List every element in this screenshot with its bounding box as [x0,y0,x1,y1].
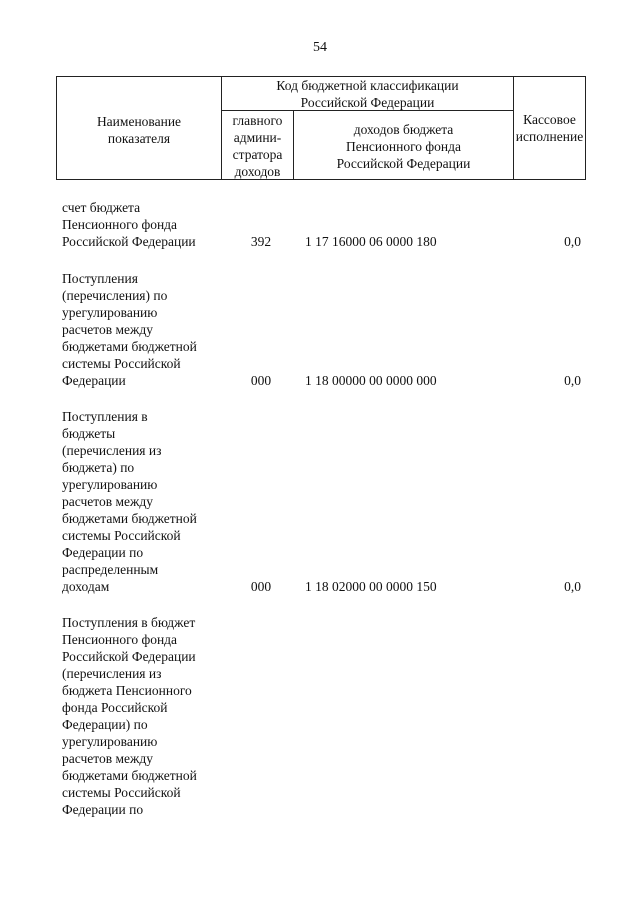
row-admin-code: 392 [250,234,272,249]
header-name-column [57,77,222,179]
row-name-line: бюджетами бюджетной [62,339,197,354]
header-admin-column [222,111,294,179]
row-name-line: Российской Федерации [62,649,196,664]
header-text: Пенсионного фонда [345,139,462,154]
table-row [0,270,640,389]
header-text: доходов [234,164,281,179]
row-name-line: бюджеты [62,426,116,441]
header-text: Кассовое [523,112,576,127]
row-name-line: Федерации по [62,545,144,560]
header-income-column [294,111,514,179]
row-admin-code: 000 [250,579,272,594]
header-text: доходов бюджета [353,122,454,137]
row-name-line: урегулированию [62,305,158,320]
row-amount: 0,0 [564,579,581,594]
row-name-line: Поступления в бюджет [62,615,196,630]
header-text: Российской Федерации [336,156,471,171]
row-name-line: расчетов между [62,322,153,337]
header-code-group [222,77,514,111]
row-name-line: бюджетами бюджетной [62,511,197,526]
row-name-line: системы Российской [62,356,181,371]
header-text: Наименование [96,114,182,129]
row-name-line: (перечисления из [62,443,162,458]
table-header [56,76,586,180]
row-name-line: счет бюджета [62,200,141,215]
row-name-line: Российской Федерации [62,234,196,249]
row-name-line: Федерации по [62,802,144,817]
row-budget-code: 1 18 00000 00 0000 000 [305,373,437,388]
header-text: показателя [107,131,171,146]
header-text: стратора [232,147,283,162]
header-text: Код бюджетной классификации [276,78,459,93]
row-name-line: Федерации) по [62,717,148,732]
row-name-line: Пенсионного фонда [62,217,178,232]
row-name-line: Поступления [62,271,138,286]
row-name [62,199,232,250]
row-name-line: (перечисления из [62,666,162,681]
row-name-line: бюджетами бюджетной [62,768,197,783]
row-amount: 0,0 [564,373,581,388]
row-name-line: расчетов между [62,494,153,509]
table-row [0,614,640,818]
page-number: 54 [313,40,327,55]
row-name-line: расчетов между [62,751,153,766]
row-name-line: системы Российской [62,785,181,800]
row-name-line: бюджета) по [62,460,135,475]
row-name-line: фонда Российской [62,700,168,715]
row-admin-code: 000 [250,373,272,388]
row-name-line: распределенным [62,562,159,577]
row-name-line: Пенсионного фонда [62,632,178,647]
row-name-line: урегулированию [62,734,158,749]
row-budget-code: 1 18 02000 00 0000 150 [305,579,437,594]
header-text: главного [232,113,283,128]
row-name [62,614,232,818]
table-row [0,199,640,250]
row-name-line: (перечисления) по [62,288,168,303]
row-name-line: Поступления в [62,409,148,424]
row-amount: 0,0 [564,234,581,249]
row-name [62,270,232,389]
header-text: админи- [233,130,282,145]
row-budget-code: 1 17 16000 06 0000 180 [305,234,437,249]
row-name-line: урегулированию [62,477,158,492]
table-row [0,408,640,595]
row-name-line: бюджета Пенсионного [62,683,192,698]
row-name [62,408,232,595]
row-name-line: доходам [62,579,110,594]
header-text: Российской Федерации [300,95,435,110]
row-name-line: Федерации [62,373,126,388]
header-text: исполнение [515,129,584,144]
row-name-line: системы Российской [62,528,181,543]
header-kass-column [514,77,585,179]
